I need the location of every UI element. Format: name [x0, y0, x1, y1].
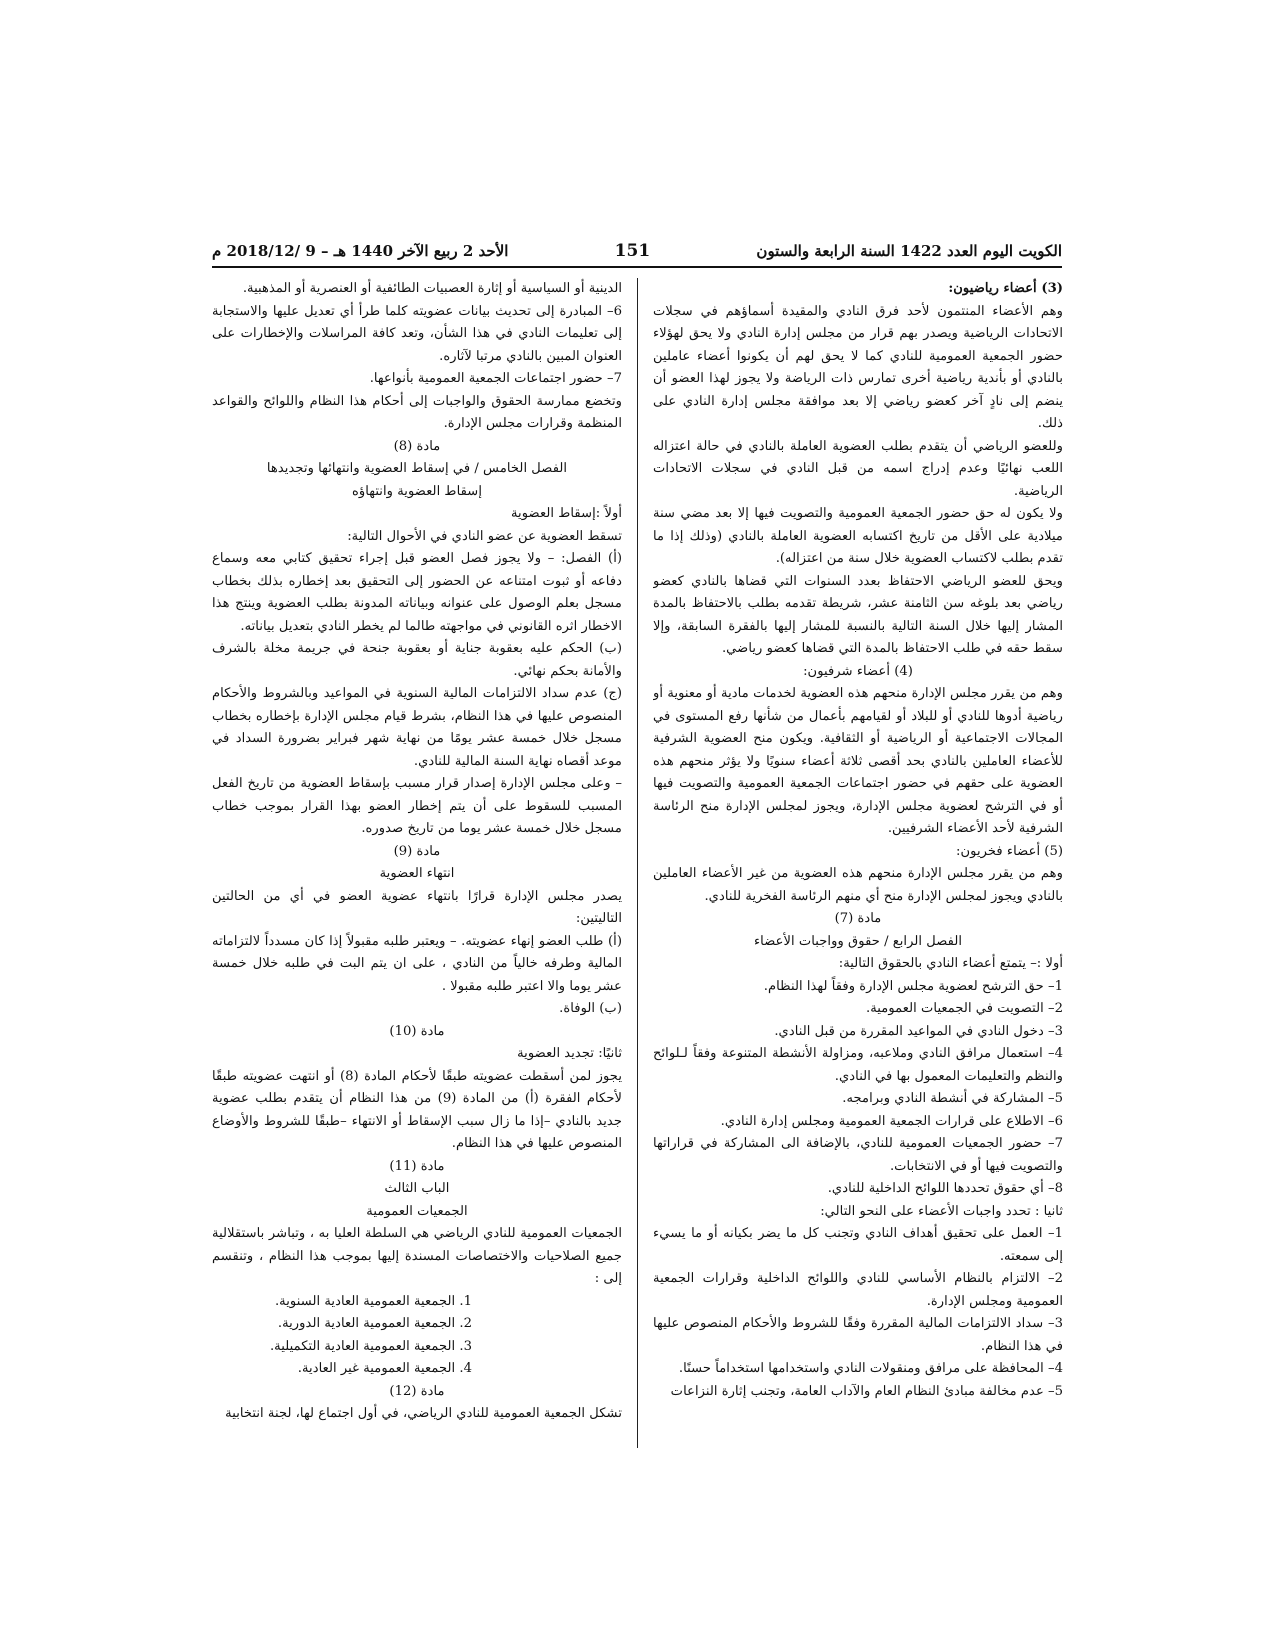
paragraph: (أ) الفصل: – ولا يجوز فصل العضو قبل إجراء تحقيق كتابي معه وسماع دفاعه أو ثبوت امتناعه عن الحضور إلى التحقيق بعد إخطاره بذلك بخطاب مسجل بعلم الوصول على عنوانه وبياناته المدونة بطلب العضوية وينتج هذا الاخطار اثره القانوني في مواجهته طالما لم يخطر النادي بتعديل بياناته. — [212, 551, 622, 634]
paragraph: الفصل الخامس / في إسقاط العضوية وانتهائها وتجديدها — [266, 461, 568, 476]
paragraph: 6– الاطلاع على قرارات الجمعية العمومية ومجلس إدارة النادي. — [720, 1113, 1063, 1129]
paragraph: انتهاء العضوية — [379, 866, 455, 881]
paragraph: مادة (10) — [389, 1023, 445, 1039]
paragraph: 2– الالتزام بالنظام الأساسي للنادي واللوائح الداخلية وقرارات الجمعية العمومية ومجلس الإدارة. — [653, 1271, 1063, 1309]
paragraph: 5– المشاركة في أنشطة النادي وبرامجه. — [842, 1091, 1063, 1106]
paragraph: وهم الأعضاء المنتمون لأحد فرق النادي والمقيدة أسماؤهم في سجلات الاتحادات الرياضية ويصدر بهم قرار من مجلس إدارة النادي ولا يحق لهؤلاء حضور الجمعية العمومية للنادي كما لا يحق لهم أن يكونوا أعضاء عاملين بالنادي أو بأندية رياضية أخرى تمارس ذات الرياضة ولا يجوز لهذا العضو أن ينضم إلى نادٍ آخر كعضو رياضي إلا بعد موافقة مجلس إدارة النادي على ذلك. — [653, 303, 1063, 431]
paragraph: مادة (7) — [834, 911, 882, 926]
paragraph: مادة (12) — [389, 1383, 445, 1399]
paragraph: الباب الثالث — [384, 1181, 450, 1196]
header-date: الأحد 2 ربيع الآخر 1440 هـ – 9 /2018/12 م — [212, 242, 509, 260]
paragraph: 1– حق الترشح لعضوية مجلس الإدارة وفقاً لهذا النظام. — [763, 978, 1063, 994]
header-publication: الكويت اليوم العدد 1422 السنة الرابعة والستون — [756, 242, 1062, 260]
paragraph: 3– دخول النادي في المواعيد المقررة من قبل النادي. — [774, 1023, 1063, 1039]
paragraph: مادة (9) — [393, 843, 441, 859]
paragraph: تشكل الجمعية العمومية للنادي الرياضي، في أول اجتماع لها، لجنة انتخابية — [225, 1406, 622, 1421]
paragraph: (ب) الحكم عليه بعقوبة جناية أو بعقوبة جنحة في جريمة مخلة بالشرف والأمانة بحكم نهائي. — [212, 641, 622, 679]
paragraph: ثانيا : تحدد واجبات الأعضاء على النحو التالي: — [820, 1203, 1063, 1219]
paragraph: إسقاط العضوية وانتهاؤه — [351, 483, 483, 499]
paragraph: (4) أعضاء شرفيون: — [803, 663, 913, 679]
paragraph: الجمعيات العمومية — [366, 1203, 468, 1219]
paragraph: 4. الجمعية العمومية غير العادية. — [297, 1361, 472, 1376]
paragraph: وهم من يقرر مجلس الإدارة منحهم هذه العضوية لخدمات مادية أو معنوية أو رياضية أدوها للنادي أو للبلاد أو لقيامهم بأعمال من شأنها رفع المستوى في المجالات الاجتماعية أو الرياضية أو الثقافية. ويكون منح العضوية الشرفية للأعضاء العاملين بالنادي بحد أقصى ثلاثة أعضاء سنويًا ولا يؤثر منحهم هذه العضوية على حقهم في حضور اجتماعات الجمعية العمومية والتصويت فيها أو في الترشح لعضوية مجلس الإدارة، ويجوز لمجلس الإدارة منح الرئاسة الشرفية لأحد الأعضاء الشرفيين. — [653, 686, 1063, 836]
paragraph: (5) أعضاء فخريون: — [956, 843, 1063, 859]
column-divider — [637, 278, 638, 1448]
page-number: 151 — [614, 241, 651, 261]
paragraph: يجوز لمن أسقطت عضويته طبقًا لأحكام المادة (8) أو انتهت عضويته طبقًا لأحكام الفقرة (أ) من المادة (9) من هذا النظام أن يتقدم بطلب عضوية جديد بالنادي –إذا ما زال سبب الإسقاط أو الانتهاء –طبقًا للشروط والأوضاع المنصوص عليها في هذا النظام. — [212, 1068, 622, 1151]
paragraph: (3) أعضاء رياضيون: — [948, 281, 1063, 296]
paragraph: – وعلى مجلس الإدارة إصدار قرار مسبب بإسقاط العضوية من تاريخ الفعل المسبب للسقوط على أن يتم إخطار العضو بهذا القرار بموجب خطاب مسجل خلال خمسة عشر يوما من تاريخ صدوره. — [212, 776, 622, 836]
paragraph: 8– أي حقوق تحددها اللوائح الداخلية للنادي. — [827, 1181, 1063, 1196]
paragraph: 1. الجمعية العمومية العادية السنوية. — [274, 1293, 472, 1309]
paragraph: وهم من يقرر مجلس الإدارة منحهم هذه العضوية من غير الأعضاء العاملين بالنادي ويجوز لمجلس الإدارة منح أي منهم الرئاسة الفخرية للنادي. — [653, 866, 1063, 904]
paragraph: الجمعيات العمومية للنادي الرياضي هي السلطة العليا به ، وتباشر باستقلالية جميع الصلاحيات والاختصاصات المسندة إليها بموجب هذا النظام ، وتنقسم إلى : — [212, 1226, 622, 1286]
paragraph: الفصل الرابع / حقوق وواجبات الأعضاء — [753, 933, 963, 949]
paragraph: 4– استعمال مرافق النادي وملاعبه، ومزاولة الأنشطة المتنوعة وفقاً لـلوائح والنظم والتعليمات المعمول بها في النادي. — [653, 1046, 1063, 1084]
paragraph: وللعضو الرياضي أن يتقدم بطلب العضوية العاملة بالنادي في حالة اعتزاله اللعب نهائيًا وعدم إدراج اسمه من قبل النادي في سجلات الاتحادات الرياضية. — [653, 438, 1063, 499]
paragraph: أولا :– يتمتع أعضاء النادي بالحقوق التالية: — [838, 956, 1063, 971]
left-column — [212, 278, 622, 1460]
paragraph: 5– عدم مخالفة مبادئ النظام العام والآداب العامة، وتجنب إثارة النزاعات — [670, 1383, 1063, 1399]
paragraph: 6– المبادرة إلى تحديث بيانات عضويته كلما طرأ أي تعديل عليها والاستجابة إلى تعليمات النادي في هذا الشأن، وتعد كافة المراسلات والإخطارات على العنوان المبين بالنادي مرتبا لآثاره. — [212, 303, 622, 364]
page-header — [212, 236, 1062, 268]
paragraph: ويحق للعضو الرياضي الاحتفاظ بعدد السنوات التي قضاها بالنادي كعضو رياضي بعد بلوغه سن الثامنة عشر، شريطة تقدمه بطلب بالاحتفاظ بالمدة المشار إليها خلال السنة التالية بالنسبة للمشار إليها بالفقرة السابقة، وإلا سقط حقه في طلب الاحتفاظ بالمدة التي قضاها كعضو رياضي. — [653, 573, 1063, 656]
paragraph: تسقط العضوية عن عضو النادي في الأحوال التالية: — [347, 528, 622, 544]
paragraph: 1– العمل على تحقيق أهداف النادي وتجنب كل ما يضر بكيانه أو ما يسيء إلى سمعته. — [653, 1226, 1063, 1264]
paragraph: مادة (11) — [389, 1158, 445, 1174]
paragraph: 3– سداد الالتزامات المالية المقررة وفقًا للشروط والأحكام المنصوص عليها في هذا النظام. — [653, 1316, 1063, 1354]
paragraph: 2. الجمعية العمومية العادية الدورية. — [277, 1316, 472, 1331]
paragraph: يصدر مجلس الإدارة قرارًا بانتهاء عضوية العضو في أي من الحالتين التاليتين: — [212, 888, 622, 926]
paragraph: 2– التصويت في الجمعيات العمومية. — [866, 1001, 1063, 1016]
paragraph: (أ) طلب العضو إنهاء عضويته. – ويعتبر طلبه مقبولاً إذا كان مسدداً لالتزاماته المالية وطرفه خالياً من النادي ، على ان يتم البت في طلبه خلال خمسة عشر يوما والا اعتبر طلبه مقبولا . — [212, 933, 622, 994]
paragraph: مادة (8) — [393, 438, 441, 454]
paragraph: الدينية أو السياسية أو إثارة العصبيات الطائفية أو العنصرية أو المذهبية. — [242, 281, 622, 296]
right-column — [653, 278, 1063, 1460]
paragraph: وتخضع ممارسة الحقوق والواجبات إلى أحكام هذا النظام واللوائح والقواعد المنظمة وقرارات مجلس الإدارة. — [212, 393, 622, 431]
paragraph: 7– حضور الجمعيات العمومية للنادي، بالإضافة الى المشاركة في قراراتها والتصويت فيها أو في الانتخابات. — [653, 1136, 1063, 1174]
paragraph: 7– حضور اجتماعات الجمعية العمومية بأنواعها. — [369, 371, 622, 386]
paragraph: (ج) عدم سداد الالتزامات المالية السنوية في المواعيد وبالشروط والأحكام المنصوص عليها في هذا النظام، بشرط قيام مجلس الإدارة بإخطاره بخطاب مسجل خلال خمسة عشر يومًا من نهاية شهر فبراير بضرورة السداد في موعد أقصاه نهاية السنة المالية للنادي. — [212, 686, 622, 769]
paragraph: 3. الجمعية العمومية العادية التكميلية. — [269, 1338, 472, 1354]
paragraph: 4– المحافظة على مرافق ومنقولات النادي واستخدامها استخداماً حسنًا. — [678, 1361, 1063, 1376]
paragraph: ثانيًا: تجديد العضوية — [517, 1046, 622, 1061]
paragraph: ولا يكون له حق حضور الجمعية العمومية والتصويت فيها إلا بعد مضي سنة ميلادية على الأقل من تاريخ اكتسابه العضوية العاملة بالنادي (وذلك إذا ما تقدم بطلب لاكتساب العضوية خلال سنة من اعتزاله). — [653, 506, 1063, 566]
paragraph: (ب) الوفاة. — [559, 1001, 622, 1016]
paragraph: أولاً :إسقاط العضوية — [510, 506, 622, 521]
